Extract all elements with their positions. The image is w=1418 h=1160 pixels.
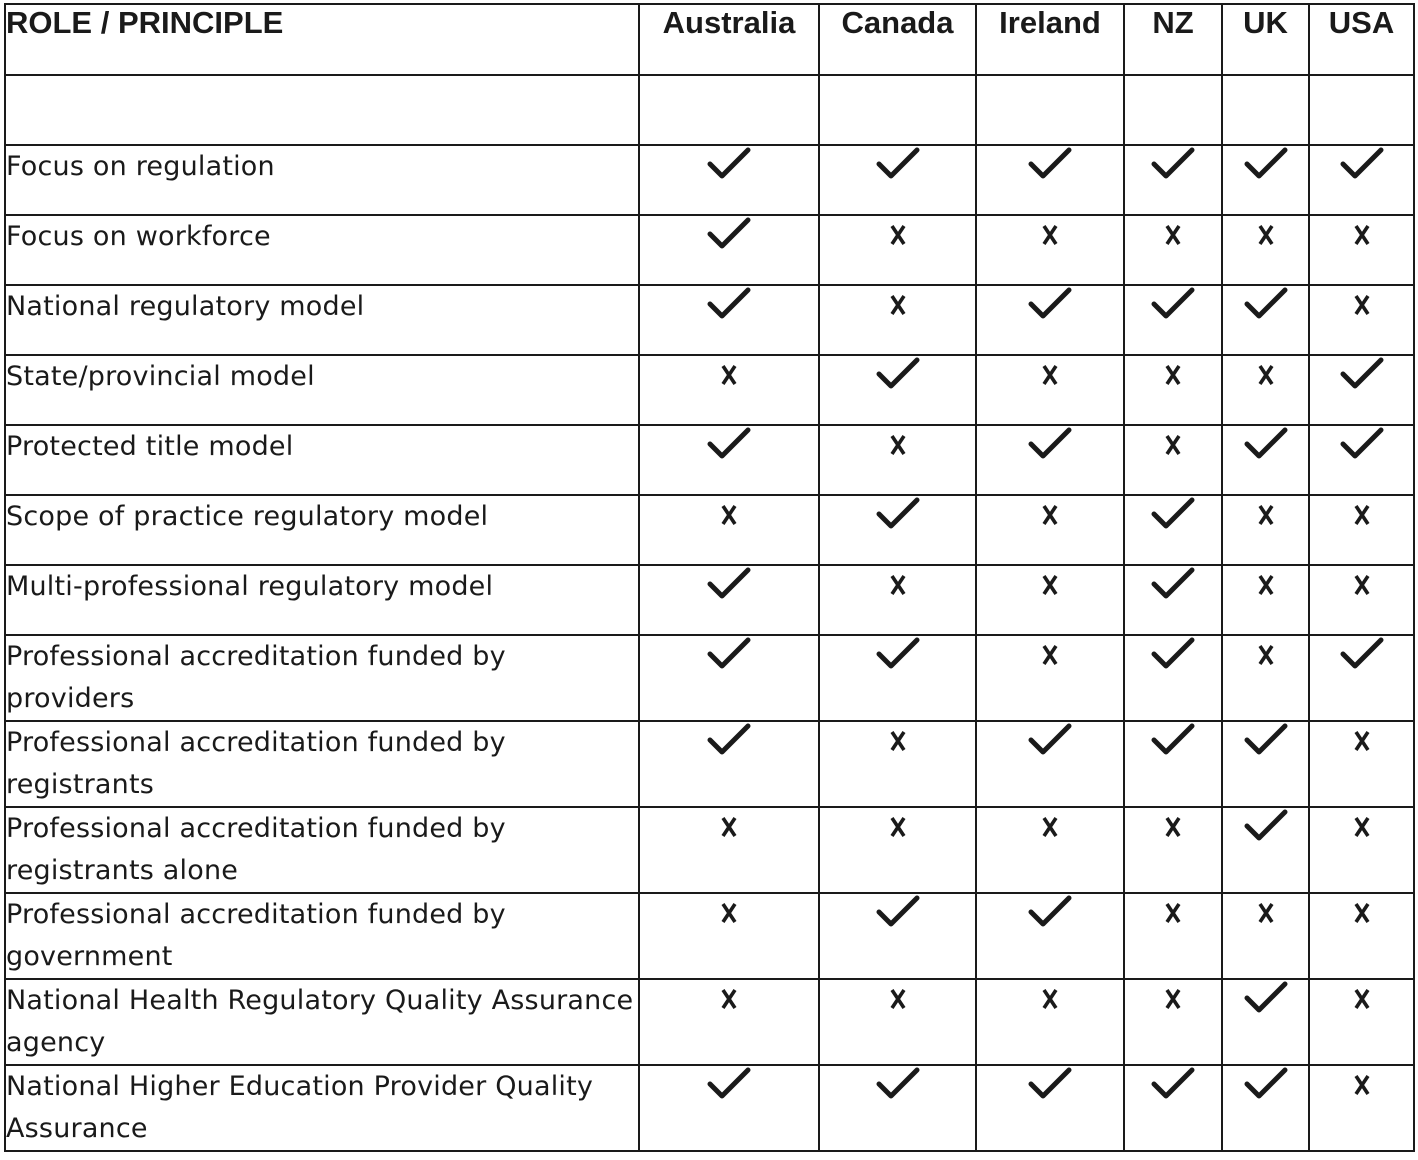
checkmark-icon <box>707 722 751 756</box>
mark-cell-ireland <box>976 807 1124 893</box>
cross-icon <box>720 364 738 386</box>
checkmark-icon <box>707 146 751 180</box>
comparison-table <box>4 3 1415 1152</box>
table-row <box>5 979 1414 1065</box>
mark-cell-usa <box>1309 215 1414 285</box>
mark-cell-nz <box>1124 721 1222 807</box>
cross-icon <box>1353 730 1371 752</box>
checkmark-icon <box>1244 146 1288 180</box>
mark-cell-uk <box>1222 721 1309 807</box>
table-row <box>5 215 1414 285</box>
mark-cell-canada <box>819 425 976 495</box>
cross-icon <box>889 574 907 596</box>
mark-cell-uk <box>1222 565 1309 635</box>
table-row <box>5 807 1414 893</box>
mark-cell-australia <box>639 807 819 893</box>
cross-icon <box>1257 644 1275 666</box>
checkmark-icon <box>1151 722 1195 756</box>
cross-icon <box>1353 504 1371 526</box>
mark-cell-usa <box>1309 979 1414 1065</box>
role-principle-cell: Professional accreditation funded by registrants alone <box>5 807 639 893</box>
checkmark-icon <box>707 566 751 600</box>
cross-icon <box>1041 816 1059 838</box>
empty-cell <box>1124 75 1222 145</box>
mark-cell-australia <box>639 893 819 979</box>
checkmark-icon <box>1028 426 1072 460</box>
cross-icon <box>889 224 907 246</box>
checkmark-icon <box>1340 636 1384 670</box>
cross-icon <box>1041 644 1059 666</box>
mark-cell-australia <box>639 425 819 495</box>
role-principle-cell: State/provincial model <box>5 355 639 425</box>
cross-icon <box>1041 574 1059 596</box>
mark-cell-uk <box>1222 355 1309 425</box>
cross-icon <box>889 816 907 838</box>
checkmark-icon <box>1244 286 1288 320</box>
mark-cell-uk <box>1222 807 1309 893</box>
mark-cell-australia <box>639 565 819 635</box>
cross-icon <box>1353 816 1371 838</box>
checkmark-icon <box>707 1066 751 1100</box>
mark-cell-ireland <box>976 145 1124 215</box>
mark-cell-nz <box>1124 1065 1222 1151</box>
mark-cell-australia <box>639 285 819 355</box>
table-row <box>5 635 1414 721</box>
mark-cell-ireland <box>976 635 1124 721</box>
cross-icon <box>720 988 738 1010</box>
country-header-australia: Australia <box>639 4 819 75</box>
mark-cell-canada <box>819 807 976 893</box>
mark-cell-usa <box>1309 145 1414 215</box>
cross-icon <box>1041 224 1059 246</box>
checkmark-icon <box>707 636 751 670</box>
cross-icon <box>1164 434 1182 456</box>
mark-cell-usa <box>1309 893 1414 979</box>
role-principle-cell: Professional accreditation funded by providers <box>5 635 639 721</box>
mark-cell-usa <box>1309 807 1414 893</box>
table-row <box>5 721 1414 807</box>
cross-icon <box>1353 294 1371 316</box>
mark-cell-usa <box>1309 355 1414 425</box>
checkmark-icon <box>1151 566 1195 600</box>
mark-cell-australia <box>639 215 819 285</box>
cross-icon <box>1353 902 1371 924</box>
mark-cell-uk <box>1222 495 1309 565</box>
mark-cell-nz <box>1124 565 1222 635</box>
table-row <box>5 355 1414 425</box>
mark-cell-nz <box>1124 285 1222 355</box>
cross-icon <box>1353 988 1371 1010</box>
empty-cell <box>639 75 819 145</box>
country-header-canada: Canada <box>819 4 976 75</box>
mark-cell-canada <box>819 635 976 721</box>
role-principle-cell: Professional accreditation funded by registrants <box>5 721 639 807</box>
cross-icon <box>889 988 907 1010</box>
mark-cell-nz <box>1124 893 1222 979</box>
mark-cell-australia <box>639 635 819 721</box>
mark-cell-australia <box>639 1065 819 1151</box>
checkmark-icon <box>1244 722 1288 756</box>
mark-cell-ireland <box>976 425 1124 495</box>
checkmark-icon <box>876 356 920 390</box>
checkmark-icon <box>1340 426 1384 460</box>
mark-cell-uk <box>1222 1065 1309 1151</box>
cross-icon <box>720 816 738 838</box>
checkmark-icon <box>1028 894 1072 928</box>
mark-cell-canada <box>819 145 976 215</box>
role-principle-cell: National Higher Education Provider Quality Assurance <box>5 1065 639 1151</box>
empty-cell <box>976 75 1124 145</box>
mark-cell-canada <box>819 215 976 285</box>
role-principle-cell: Multi-professional regulatory model <box>5 565 639 635</box>
cross-icon <box>1164 902 1182 924</box>
cross-icon <box>1257 504 1275 526</box>
mark-cell-usa <box>1309 1065 1414 1151</box>
cross-icon <box>1041 364 1059 386</box>
checkmark-icon <box>1244 980 1288 1014</box>
mark-cell-canada <box>819 355 976 425</box>
checkmark-icon <box>1340 146 1384 180</box>
cross-icon <box>1353 1074 1371 1096</box>
checkmark-icon <box>1151 496 1195 530</box>
checkmark-icon <box>876 496 920 530</box>
mark-cell-nz <box>1124 635 1222 721</box>
cross-icon <box>1353 574 1371 596</box>
cross-icon <box>720 902 738 924</box>
checkmark-icon <box>707 286 751 320</box>
mark-cell-australia <box>639 355 819 425</box>
mark-cell-ireland <box>976 355 1124 425</box>
blank-spacer-row <box>5 75 1414 145</box>
role-principle-cell: Focus on regulation <box>5 145 639 215</box>
cross-icon <box>1257 902 1275 924</box>
mark-cell-canada <box>819 721 976 807</box>
mark-cell-nz <box>1124 979 1222 1065</box>
table-row <box>5 145 1414 215</box>
mark-cell-canada <box>819 285 976 355</box>
mark-cell-usa <box>1309 565 1414 635</box>
mark-cell-ireland <box>976 893 1124 979</box>
cross-icon <box>1164 816 1182 838</box>
mark-cell-usa <box>1309 495 1414 565</box>
role-principle-cell: Scope of practice regulatory model <box>5 495 639 565</box>
mark-cell-canada <box>819 979 976 1065</box>
mark-cell-canada <box>819 565 976 635</box>
table-body <box>5 75 1414 1151</box>
mark-cell-uk <box>1222 635 1309 721</box>
table-row <box>5 285 1414 355</box>
cross-icon <box>889 730 907 752</box>
role-principle-header: ROLE / PRINCIPLE <box>5 4 639 75</box>
checkmark-icon <box>876 894 920 928</box>
mark-cell-ireland <box>976 721 1124 807</box>
checkmark-icon <box>1028 1066 1072 1100</box>
checkmark-icon <box>1244 808 1288 842</box>
mark-cell-ireland <box>976 565 1124 635</box>
mark-cell-ireland <box>976 285 1124 355</box>
cross-icon <box>1164 988 1182 1010</box>
checkmark-icon <box>1151 1066 1195 1100</box>
checkmark-icon <box>876 636 920 670</box>
mark-cell-uk <box>1222 979 1309 1065</box>
header-row <box>5 4 1414 75</box>
role-principle-cell: Focus on workforce <box>5 215 639 285</box>
mark-cell-australia <box>639 495 819 565</box>
mark-cell-uk <box>1222 215 1309 285</box>
checkmark-icon <box>876 146 920 180</box>
country-header-uk: UK <box>1222 4 1309 75</box>
checkmark-icon <box>707 216 751 250</box>
empty-cell <box>819 75 976 145</box>
checkmark-icon <box>1151 286 1195 320</box>
role-principle-cell: National regulatory model <box>5 285 639 355</box>
checkmark-icon <box>1151 636 1195 670</box>
mark-cell-canada <box>819 893 976 979</box>
cross-icon <box>1257 364 1275 386</box>
mark-cell-australia <box>639 721 819 807</box>
mark-cell-ireland <box>976 1065 1124 1151</box>
mark-cell-usa <box>1309 721 1414 807</box>
table-row <box>5 1065 1414 1151</box>
table-row <box>5 893 1414 979</box>
mark-cell-australia <box>639 979 819 1065</box>
cross-icon <box>1041 504 1059 526</box>
cross-icon <box>1164 364 1182 386</box>
mark-cell-ireland <box>976 979 1124 1065</box>
checkmark-icon <box>1028 722 1072 756</box>
mark-cell-usa <box>1309 425 1414 495</box>
checkmark-icon <box>1244 426 1288 460</box>
country-header-usa: USA <box>1309 4 1414 75</box>
mark-cell-australia <box>639 145 819 215</box>
checkmark-icon <box>707 426 751 460</box>
checkmark-icon <box>1244 1066 1288 1100</box>
checkmark-icon <box>1028 146 1072 180</box>
role-principle-cell: Professional accreditation funded by government <box>5 893 639 979</box>
country-header-nz: NZ <box>1124 4 1222 75</box>
cross-icon <box>889 294 907 316</box>
checkmark-icon <box>1340 356 1384 390</box>
checkmark-icon <box>1151 146 1195 180</box>
cross-icon <box>1041 988 1059 1010</box>
cross-icon <box>889 434 907 456</box>
table-row <box>5 565 1414 635</box>
mark-cell-nz <box>1124 145 1222 215</box>
mark-cell-canada <box>819 1065 976 1151</box>
checkmark-icon <box>876 1066 920 1100</box>
mark-cell-uk <box>1222 145 1309 215</box>
mark-cell-nz <box>1124 355 1222 425</box>
cross-icon <box>1257 224 1275 246</box>
table-row <box>5 495 1414 565</box>
checkmark-icon <box>1028 286 1072 320</box>
mark-cell-uk <box>1222 893 1309 979</box>
role-principle-cell: National Health Regulatory Quality Assurance agency <box>5 979 639 1065</box>
empty-cell <box>5 75 639 145</box>
empty-cell <box>1222 75 1309 145</box>
cross-icon <box>1257 574 1275 596</box>
cross-icon <box>1353 224 1371 246</box>
mark-cell-nz <box>1124 807 1222 893</box>
mark-cell-nz <box>1124 215 1222 285</box>
role-principle-cell: Protected title model <box>5 425 639 495</box>
cross-icon <box>720 504 738 526</box>
mark-cell-canada <box>819 495 976 565</box>
mark-cell-usa <box>1309 285 1414 355</box>
table-row <box>5 425 1414 495</box>
empty-cell <box>1309 75 1414 145</box>
mark-cell-uk <box>1222 425 1309 495</box>
mark-cell-nz <box>1124 425 1222 495</box>
mark-cell-nz <box>1124 495 1222 565</box>
mark-cell-ireland <box>976 495 1124 565</box>
mark-cell-usa <box>1309 635 1414 721</box>
country-header-ireland: Ireland <box>976 4 1124 75</box>
cross-icon <box>1164 224 1182 246</box>
mark-cell-uk <box>1222 285 1309 355</box>
mark-cell-ireland <box>976 215 1124 285</box>
